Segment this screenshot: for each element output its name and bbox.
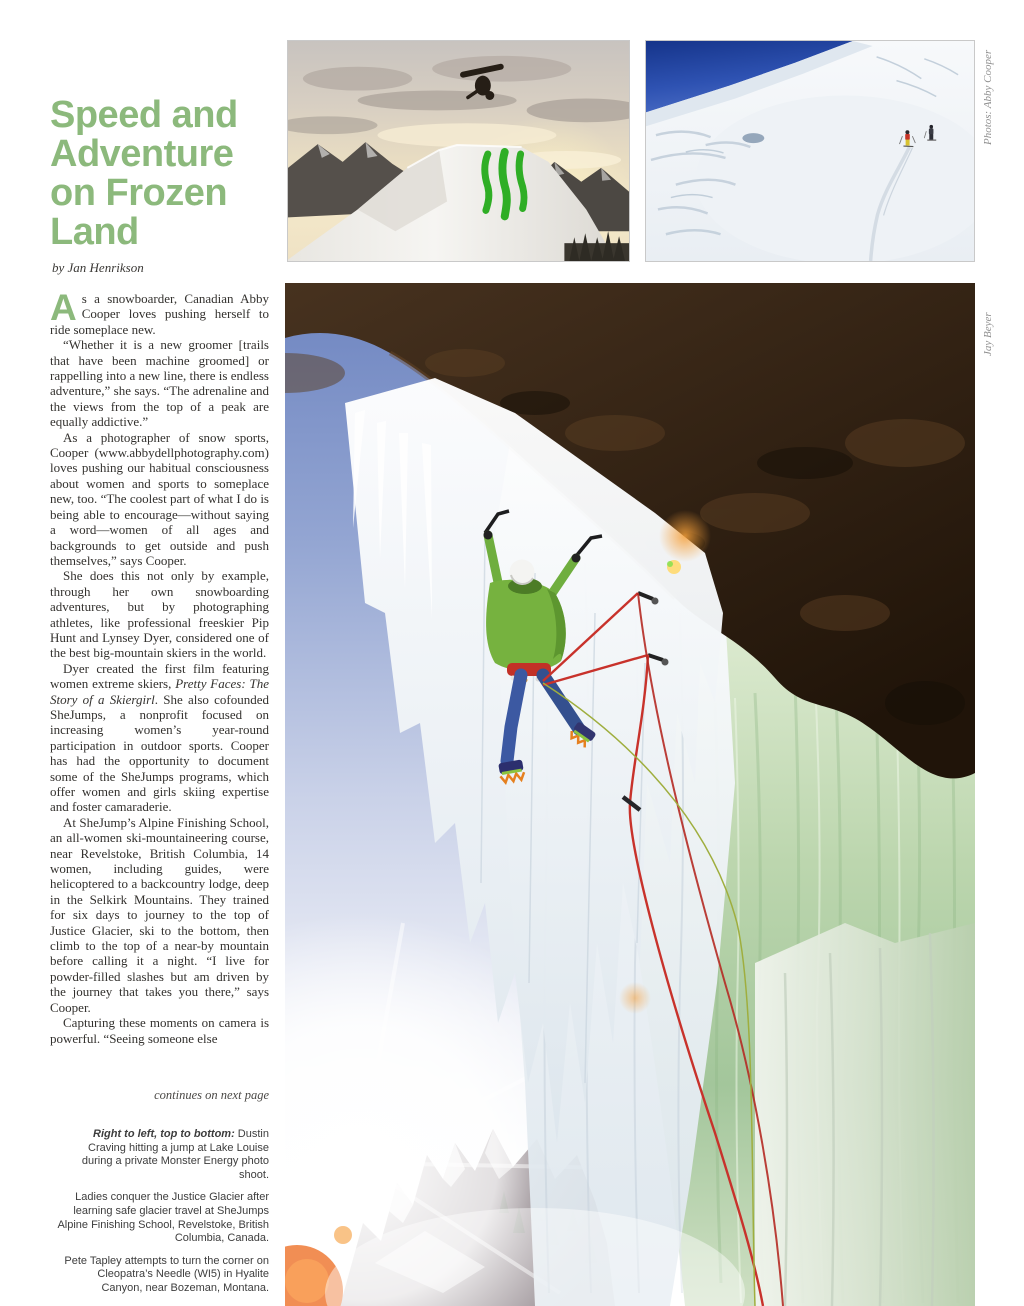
- title-line: on Frozen: [50, 172, 228, 214]
- body-paragraph: As a photographer of snow sports, Cooper (www.abbydellphotography.com) loves pushing our habitual consciousness about women and sports to someplace new, too. “The coolest part of what I do is being able to encourage—without saying a word—women of all ages and backgrounds to get outside and push themselves,” says Cooper.: [50, 429, 269, 568]
- title-line: Adventure: [50, 133, 234, 175]
- paragraph-text: Dyer created the first film featuring women extreme skiers,: [50, 660, 269, 692]
- photo-caption: Pete Tapley attempts to turn the corner on Cleopatra’s Needle (WI5) in Hyalite Canyon, near Bozeman, Montana.: [64, 1254, 269, 1294]
- snowboard-jump-illustration: [288, 41, 629, 261]
- body-paragraph: At SheJump’s Alpine Finishing School, an all-women ski-mountaineering course, near Revelstoke, British Columbia, 14 women, including guides, were helicoptered to a backcountry lodge, deep in the Selkirk Mountains. They trained for six days to journey to the top of Justice Glacier, ski to the bottom, then climb to the top of a near-by mountain before calling it a night. “I live for powder-filled slashes but am driven by the journey that takes you there,” says Cooper.: [50, 814, 269, 1015]
- body-paragraph: [50, 661, 269, 815]
- body-paragraph: She does this not only by example, through her own snowboarding adventures, but by photographing athletes, like professional freeskier Pip Hunt and Lynsey Dyer, considered one of the best big-mountain skiers in the world.: [50, 568, 269, 661]
- body-paragraph: Capturing these moments on camera is powerful. “Seeing someone else: [50, 1015, 269, 1046]
- drop-cap: A: [50, 287, 77, 328]
- title-line: Speed and: [50, 94, 238, 136]
- photo-caption: Ladies conquer the Justice Glacier after learning safe glacier travel at SheJumps Alpine Finishing School, Revelstoke, British Columbia, Canada.: [57, 1191, 269, 1245]
- caption-block: [55, 1128, 269, 1305]
- paragraph-text: . She also cofounded SheJumps, a nonprofit focused on increasing women’s year-round participation in outdoor sports. Cooper has had the opportunity to document some of the SheJumps programs, which offer women and girls skiing expertise and foster camaraderie.: [50, 691, 269, 815]
- photo-credit-abby-cooper: Photos: Abby Cooper: [982, 49, 994, 145]
- body-paragraph: “Whether it is a new groomer [trails that have been machine groomed] or rappelling into a new line, there is endless adventure,” she says. “The adrenaline and the views from the top of a peak are equally addictive.”: [50, 337, 269, 430]
- caption-text: Dustin Craving hitting a jump at Lake Louise during a private Monster Energy photo shoot.: [81, 1128, 269, 1181]
- ice-climber-photo: [285, 283, 975, 1306]
- paragraph-text: s a snowboarder, Canadian Abby Cooper loves pushing herself to ride someplace new.: [50, 291, 269, 337]
- article-body: [50, 287, 269, 1046]
- byline: by Jan Henrikson: [52, 260, 144, 275]
- page-title: [50, 96, 238, 252]
- ice-climber-illustration: [285, 283, 975, 1306]
- body-paragraph: [50, 287, 269, 337]
- caption-lead-in: Right to left, top to bottom:: [93, 1128, 235, 1140]
- photo-caption: [55, 1128, 269, 1182]
- title-line: Land: [50, 211, 139, 253]
- glacier-skiers-illustration: [646, 41, 974, 261]
- photo-credit-jay-beyer: Jay Beyer: [982, 312, 994, 356]
- film-title: Pretty Faces: The Story of a Skiergirl: [50, 676, 269, 707]
- continues-note: continues on next page: [154, 1088, 269, 1102]
- glacier-skiers-photo: [645, 40, 975, 262]
- snowboard-jump-photo: [287, 40, 630, 262]
